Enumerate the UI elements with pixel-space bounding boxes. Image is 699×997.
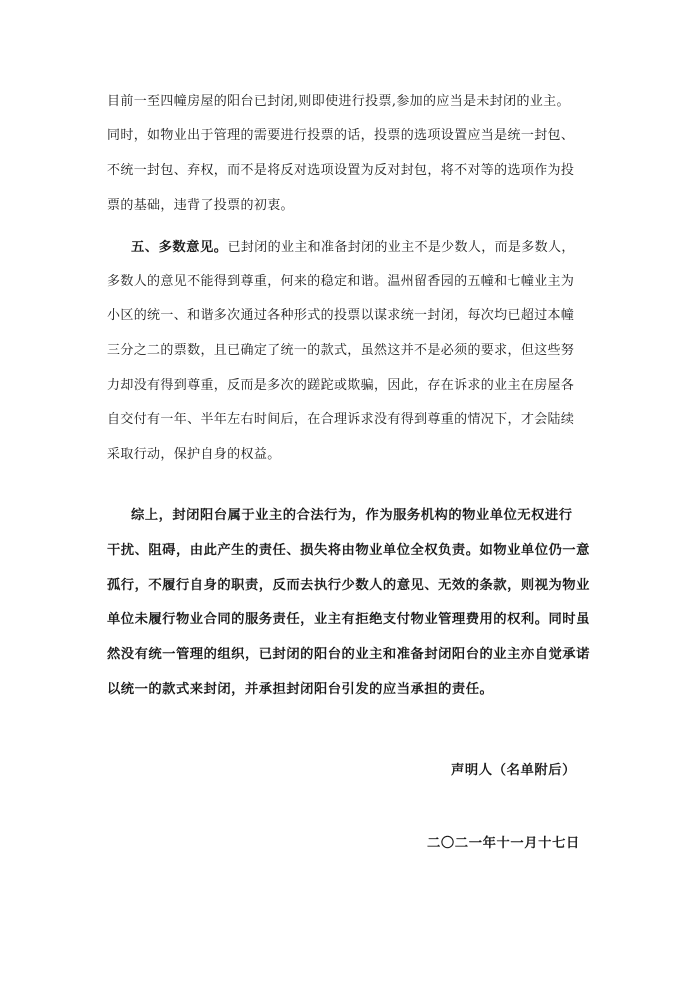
section-five-text: 已封闭的业主和准备封闭的业主不是少数人，而是多数人， (227, 240, 575, 255)
paragraph-line: 采取行动，保护自身的权益。 (107, 447, 281, 462)
paragraph-line: 多数人的意见不能得到尊重，何来的稳定和谐。温州留香园的五幢和七幢业主为 (107, 274, 575, 289)
paragraph-line: 三分之二的票数，且已确定了统一的款式，虽然这并不是必须的要求，但这些努 (107, 343, 575, 358)
paragraph-line: 力却没有得到尊重，反而是多次的蹉跎或欺骗，因此，存在诉求的业主在房屋各 (107, 378, 575, 393)
conclusion-line: 然没有统一管理的组织，已封闭的阳台的业主和准备封闭阳台的业主亦自觉承诺 (107, 647, 590, 662)
document-date: 二〇二一年十一月十七日 (427, 836, 580, 851)
paragraph-line: 小区的统一、和谐多次通过各种形式的投票以谋求统一封闭，每次均已超过本幢 (107, 308, 575, 323)
paragraph-line: 同时，如物业出于管理的需要进行投票的话，投票的选项设置应当是统一封包、 (107, 128, 575, 143)
section-heading: 五、多数意见。 (131, 240, 228, 255)
paragraph-line: 目前一至四幢房屋的阳台已封闭,则即使进行投票,参加的应当是未封闭的业主。 (107, 94, 570, 109)
conclusion-line: 干扰、阻碍，由此产生的责任、损失将由物业单位全权负责。如物业单位仍一意 (107, 543, 590, 558)
conclusion-line: 以统一的款式来封闭，并承担封闭阳台引发的应当承担的责任。 (107, 682, 494, 697)
paragraph-line: 自交付有一年、半年左右时间后，在合理诉求没有得到尊重的情况下，才会陆续 (107, 412, 575, 427)
section-five-first-line (131, 238, 575, 258)
signature: 声明人（名单附后） (451, 763, 577, 778)
conclusion-line: 单位未履行物业合同的服务责任，业主有拒绝支付物业管理费用的权利。同时虽 (107, 612, 590, 627)
paragraph-line: 票的基础，违背了投票的初衷。 (107, 198, 294, 213)
conclusion-line: 孤行，不履行自身的职责，反而去执行少数人的意见、无效的条款，则视为物业 (107, 578, 590, 593)
conclusion-line: 综上，封闭阳台属于业主的合法行为，作为服务机构的物业单位无权进行 (131, 508, 573, 523)
paragraph-line: 不统一封包、弃权，而不是将反对选项设置为反对封包，将不对等的选项作为投 (107, 163, 575, 178)
